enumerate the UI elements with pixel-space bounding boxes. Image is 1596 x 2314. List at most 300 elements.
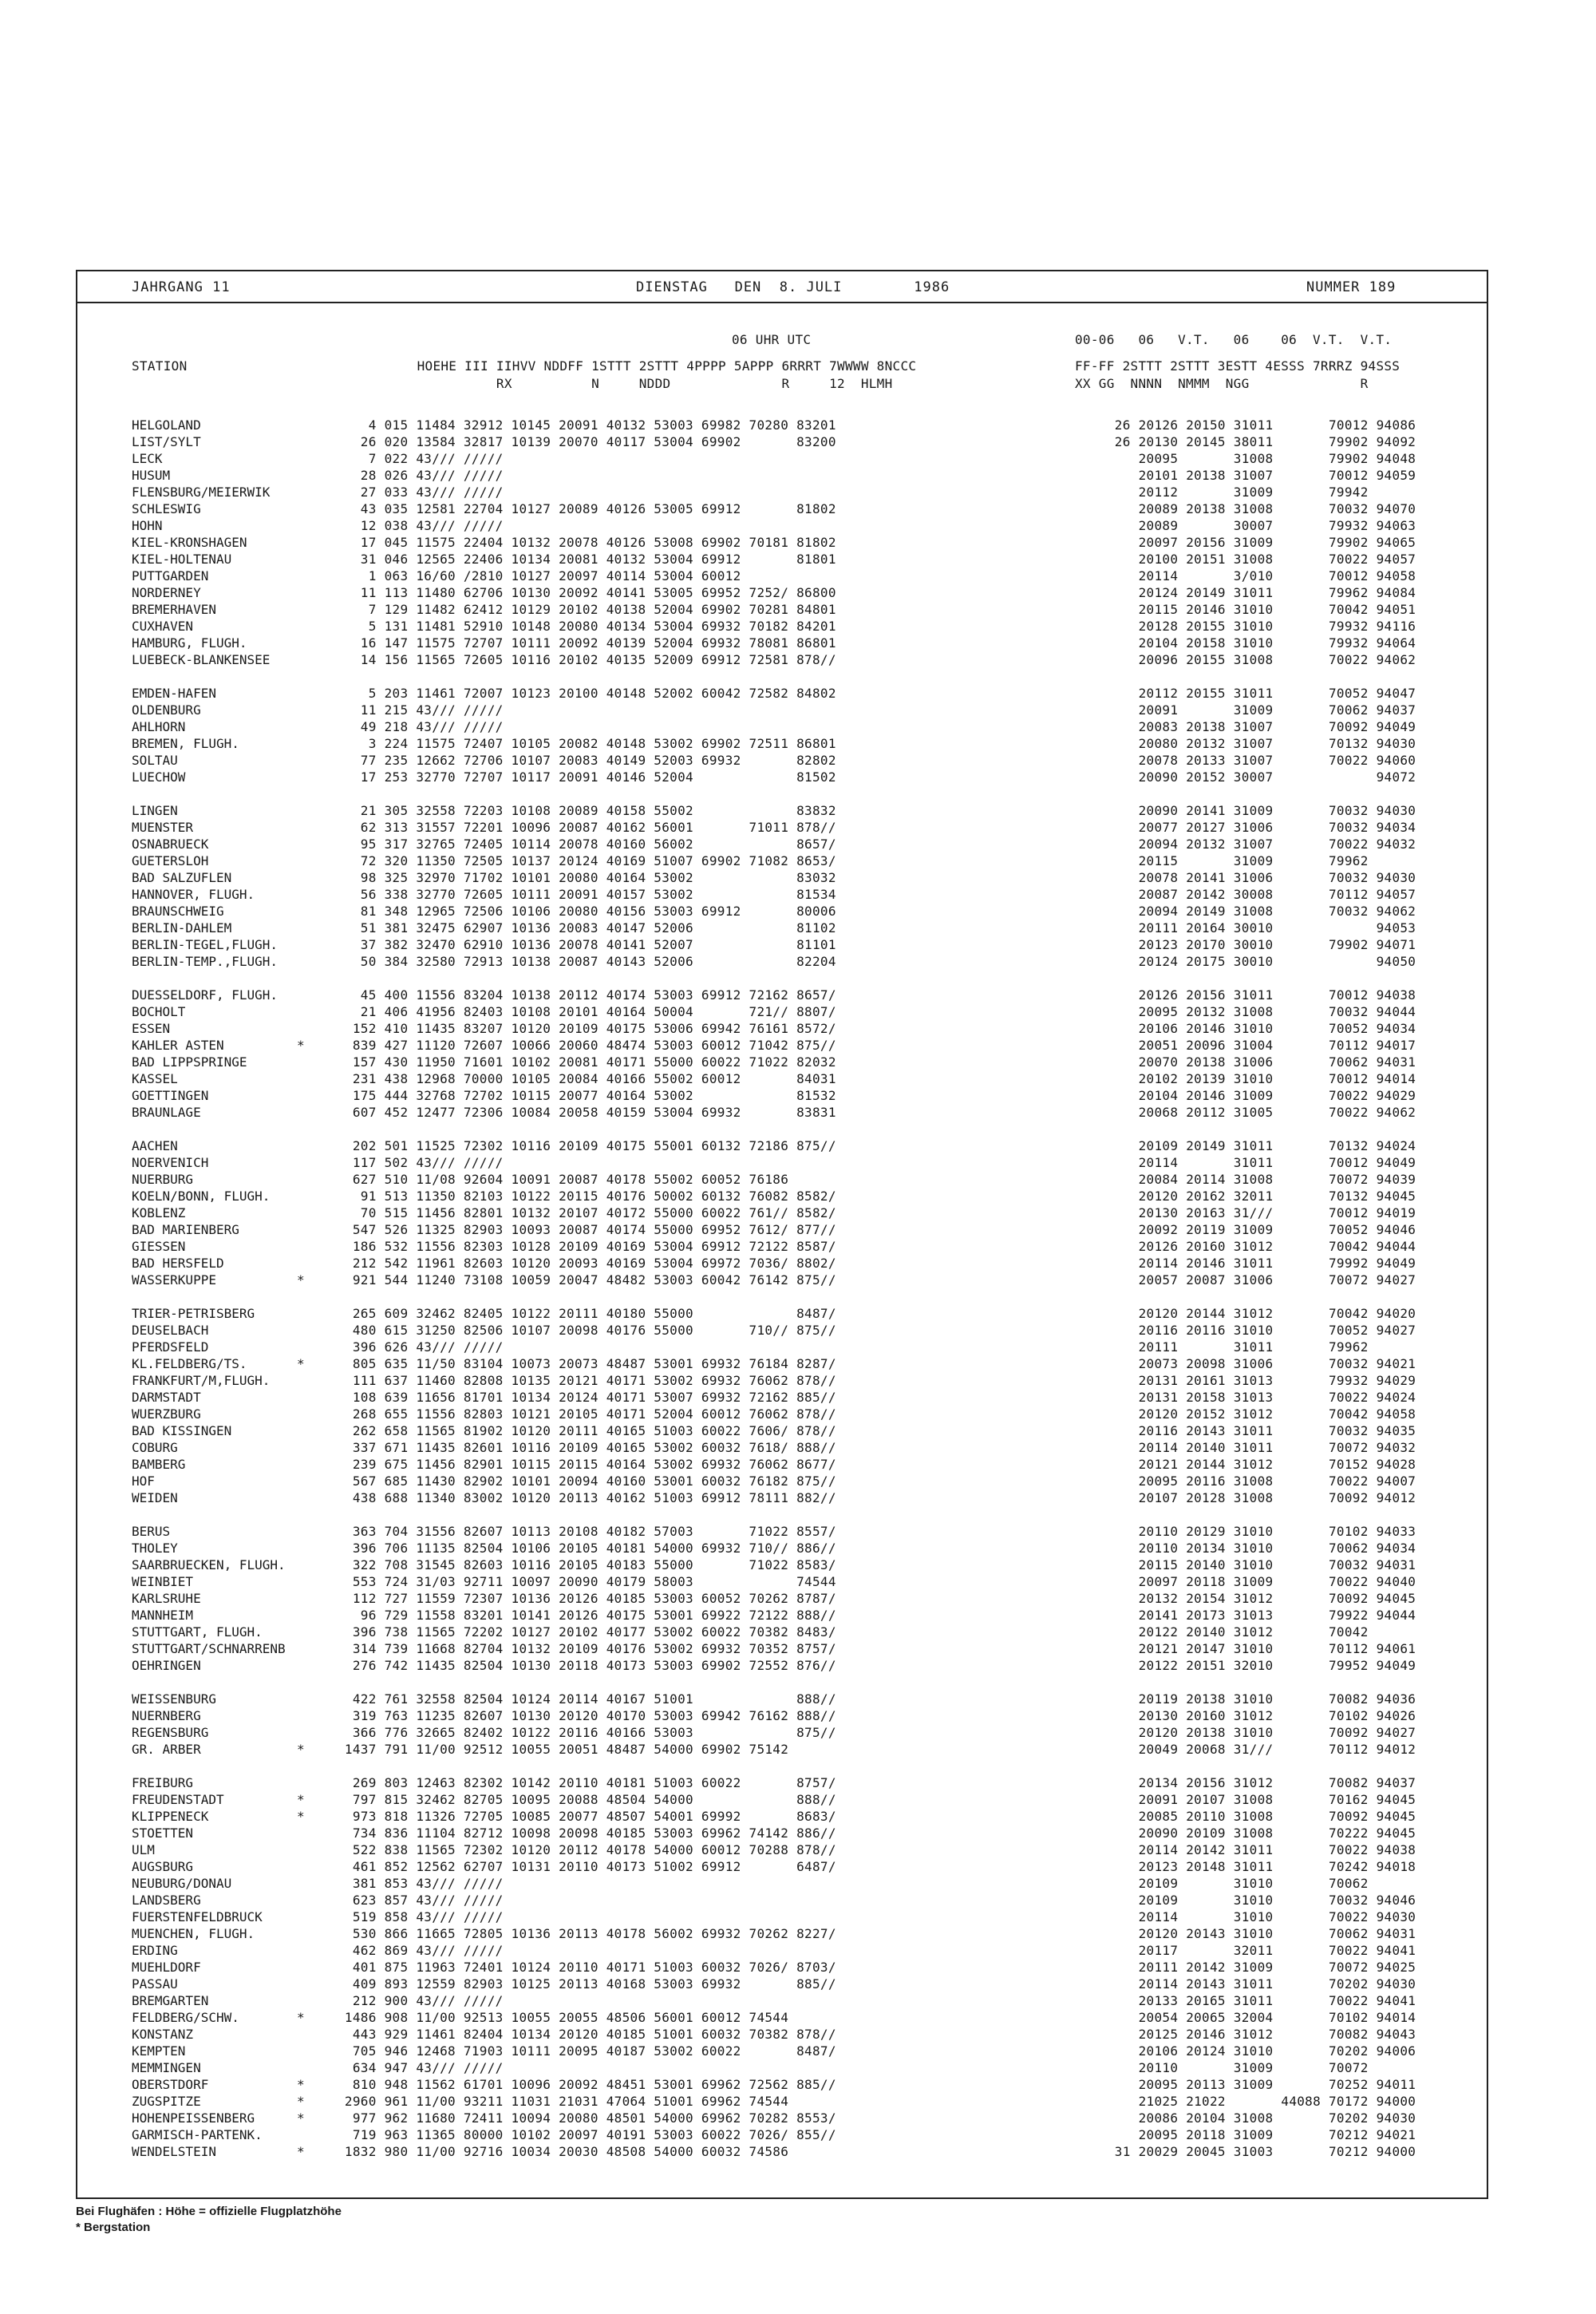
station-name: KIEL-KRONSHAGEN	[132, 535, 247, 550]
synop-data: 366 776 32665 82402 10122 20116 40166 53003 875//	[337, 1725, 836, 1740]
synop-data: 152 410 11435 83207 10120 20109 40175 53006 69942 76161 8572/	[337, 1021, 836, 1036]
station-name: DUESSELDORF, FLUGH.	[132, 987, 279, 1003]
station-row	[77, 869, 1487, 886]
daily-values: 20106 20124 31010 70202 94006	[1091, 2043, 1416, 2059]
station-name: GIESSEN	[132, 1239, 186, 1254]
station-name: KIEL-HOLTENAU	[132, 552, 232, 567]
issue-number: NUMMER 189	[1306, 279, 1396, 295]
station-name: AACHEN	[132, 1138, 178, 1153]
station-row	[77, 802, 1487, 819]
daily-values: 20114 3/010 70012 94058	[1091, 568, 1416, 583]
station-row	[77, 1825, 1487, 1841]
daily-values: 20123 20170 30010 79902 94071	[1091, 937, 1416, 952]
synop-data: 5 131 11481 52910 10148 20080 40134 53004 69932 70182 84201	[337, 619, 836, 634]
station-name: MANNHEIM	[132, 1608, 194, 1623]
synop-data: 111 637 11460 82808 10135 20121 40171 53002 69932 76062 878//	[337, 1373, 836, 1388]
daily-values: 20095 20132 31008 70032 94044	[1091, 1004, 1416, 1019]
station-name: HOHN	[132, 518, 163, 533]
synop-data: 268 655 11556 82803 10121 20105 40171 52004 60012 76062 878//	[337, 1406, 836, 1422]
synop-data: 11 113 11480 62706 10130 20092 40141 53005 69952 7252/ 86800	[337, 585, 836, 600]
station-name: NEUBURG/DONAU	[132, 1876, 232, 1891]
group-spacer	[77, 668, 1487, 685]
station-row	[77, 1707, 1487, 1724]
station-row	[77, 1389, 1487, 1406]
daily-values: 20095 31008 79902 94048	[1091, 451, 1416, 466]
daily-values: 20111 31011 79962	[1091, 1339, 1369, 1355]
station-name: HANNOVER, FLUGH.	[132, 887, 255, 902]
daily-values: 20141 20173 31013 79922 94044	[1091, 1608, 1416, 1623]
synop-data: 627 510 11/08 92604 10091 20087 40178 55002 60052 76186	[337, 1172, 789, 1187]
station-name: BOCHOLT	[132, 1004, 186, 1019]
synop-data: 262 658 11565 81902 10120 20111 40165 51003 60022 7606/ 878//	[337, 1423, 836, 1438]
synop-data: 16 147 11575 72707 10111 20092 40139 52004 69932 78081 86801	[337, 635, 836, 651]
station-row	[77, 2110, 1487, 2126]
station-name: GARMISCH-PARTENK.	[132, 2127, 263, 2142]
synop-data: 443 929 11461 82404 10134 20120 40185 51001 60032 70382 878//	[337, 2027, 836, 2042]
group-spacer	[77, 970, 1487, 987]
station-name: KAHLER ASTEN	[132, 1038, 224, 1053]
station-row	[77, 769, 1487, 785]
station-name: BERLIN-DAHLEM	[132, 920, 232, 935]
daily-values: 20049 20068 31/// 70112 94012	[1091, 1742, 1416, 1757]
synop-data: 409 893 12559 82903 10125 20113 40168 53003 69932 885//	[337, 1976, 836, 1992]
synop-data: 212 900 43/// /////	[337, 1993, 504, 2008]
synop-data: 5 203 11461 72007 10123 20100 40148 52002 60042 72582 84802	[337, 686, 836, 701]
daily-values: 20095 20113 31009 70252 94011	[1091, 2077, 1416, 2092]
synop-data: 72 320 11350 72505 10137 20124 40169 51007 69902 71082 8653/	[337, 853, 836, 868]
station-name: LANDSBERG	[132, 1893, 201, 1908]
station-name: LUEBECK-BLANKENSEE	[132, 652, 271, 667]
station-row	[77, 1607, 1487, 1624]
synop-data: 553 724 31/03 92711 10097 20090 40179 58003 74544	[337, 1574, 836, 1589]
daily-values: 20116 20143 31011 70032 94035	[1091, 1423, 1416, 1438]
station-row	[77, 836, 1487, 852]
station-name: BERLIN-TEGEL,FLUGH.	[132, 937, 279, 952]
daily-values: 20102 20139 31010 70012 94014	[1091, 1071, 1416, 1086]
station-name: NOERVENICH	[132, 1155, 209, 1170]
synop-data: 4 015 11484 32912 10145 20091 40132 53003 69982 70280 83201	[337, 417, 836, 433]
station-row	[77, 752, 1487, 769]
daily-values: 20077 20127 31006 70032 94034	[1091, 820, 1416, 835]
synop-data: 175 444 32768 72702 10115 20077 40164 53002 81532	[337, 1088, 836, 1103]
station-name: NUERBURG	[132, 1172, 194, 1187]
synop-data: 396 626 43/// /////	[337, 1339, 504, 1355]
station-row	[77, 1087, 1487, 1104]
daily-values: 20130 20160 31012 70102 94026	[1091, 1708, 1416, 1723]
station-row	[77, 685, 1487, 702]
daily-values: 20114 31010 70022 94030	[1091, 1909, 1416, 1924]
station-row	[77, 1858, 1487, 1875]
station-name: STOETTEN	[132, 1825, 194, 1841]
station-name: FRANKFURT/M,FLUGH.	[132, 1373, 271, 1388]
synop-data: 112 727 11559 72307 10136 20126 40185 53003 60052 70262 8787/	[337, 1591, 836, 1606]
daily-values: 20117 32011 70022 94041	[1091, 1943, 1416, 1958]
daily-values: 20110 31009 70072	[1091, 2060, 1369, 2075]
station-name: MUEHLDORF	[132, 1960, 201, 1975]
column-header-left-sub: RX N NDDD R 12 HLMH	[132, 376, 893, 391]
station-row	[77, 1489, 1487, 1506]
synop-data: 26 020 13584 32817 10139 20070 40117 53004 69902 83200	[337, 434, 836, 449]
station-name: BREMERHAVEN	[132, 602, 216, 617]
group-spacer	[77, 1674, 1487, 1691]
mountain-station-mark: *	[297, 2077, 305, 2092]
station-row	[77, 1741, 1487, 1758]
station-row	[77, 1724, 1487, 1741]
synop-data: 567 685 11430 82902 10101 20094 40160 53001 60032 76182 875//	[337, 1473, 836, 1489]
mountain-station-mark: *	[297, 1356, 305, 1371]
synop-data: 12 038 43/// /////	[337, 518, 504, 533]
station-name: STUTTGART, FLUGH.	[132, 1624, 263, 1640]
daily-values: 20120 20138 31010 70092 94027	[1091, 1725, 1416, 1740]
synop-data: 322 708 31545 82603 10116 20105 40183 55000 71022 8583/	[337, 1557, 836, 1572]
daily-values: 20051 20096 31004 70112 94017	[1091, 1038, 1416, 1053]
station-row	[77, 852, 1487, 869]
station-row	[77, 2076, 1487, 2093]
station-row	[77, 1657, 1487, 1674]
station-name: BRAUNLAGE	[132, 1105, 201, 1120]
station-row	[77, 903, 1487, 920]
synop-data: 337 671 11435 82601 10116 20109 40165 53002 60032 7618/ 888//	[337, 1440, 836, 1455]
report-date: DIENSTAG DEN 8. JULI 1986	[636, 279, 950, 295]
synop-data: 21 305 32558 72203 10108 20089 40158 55002 83832	[337, 803, 836, 818]
station-row	[77, 2009, 1487, 2026]
station-name: KONSTANZ	[132, 2027, 194, 2042]
station-row	[77, 1573, 1487, 1590]
synop-data: 461 852 12562 62707 10131 20110 40173 51002 69912 6487/	[337, 1859, 836, 1874]
station-row	[77, 936, 1487, 953]
station-name: KARLSRUHE	[132, 1591, 201, 1606]
station-name: LUECHOW	[132, 769, 186, 785]
station-name: GUETERSLOH	[132, 853, 209, 868]
daily-values: 20094 20132 31007 70022 94032	[1091, 837, 1416, 852]
synop-data: 422 761 32558 82504 10124 20114 40167 51001 888//	[337, 1691, 836, 1707]
station-name: PASSAU	[132, 1976, 178, 1992]
station-name: LECK	[132, 451, 163, 466]
station-row	[77, 1003, 1487, 1020]
daily-values: 20089 20138 31008 70032 94070	[1091, 501, 1416, 516]
synop-data: 56 338 32770 72605 10111 20091 40157 53002 81534	[337, 887, 836, 902]
station-row	[77, 1305, 1487, 1322]
station-name: GR. ARBER	[132, 1742, 201, 1757]
station-name: FREIBURG	[132, 1775, 194, 1790]
group-spacer	[77, 1506, 1487, 1523]
station-name: COBURG	[132, 1440, 178, 1455]
station-name: FREUDENSTADT	[132, 1792, 224, 1807]
station-name: MEMMINGEN	[132, 2060, 201, 2075]
station-row	[77, 417, 1487, 433]
synop-data: 231 438 12968 70000 10105 20084 40166 55002 60012 84031	[337, 1071, 836, 1086]
synop-data: 396 738 11565 72202 10127 20102 40177 53002 60022 70382 8483/	[337, 1624, 836, 1640]
station-name: KLIPPENECK	[132, 1809, 209, 1824]
station-row	[77, 1691, 1487, 1707]
station-row	[77, 1422, 1487, 1439]
synop-data: 705 946 12468 71903 10111 20095 40187 53002 60022 8487/	[337, 2043, 836, 2059]
daily-values: 20054 20065 32004 70102 94014	[1091, 2010, 1416, 2025]
station-name: BREMEN, FLUGH.	[132, 736, 239, 751]
station-name: KOELN/BONN, FLUGH.	[132, 1189, 271, 1204]
synop-data: 62 313 31557 72201 10096 20087 40162 56001 71011 878//	[337, 820, 836, 835]
daily-values: 20101 20138 31007 70012 94059	[1091, 468, 1416, 483]
daily-values: 20057 20087 31006 70072 94027	[1091, 1272, 1416, 1288]
header-divider	[77, 302, 1487, 303]
station-row	[77, 1640, 1487, 1657]
daily-values: 20120 20162 32011 70132 94045	[1091, 1189, 1416, 1204]
station-row	[77, 1339, 1487, 1355]
synop-data: 607 452 12477 72306 10084 20058 40159 53004 69932 83831	[337, 1105, 836, 1120]
daily-values: 20115 31009 79962	[1091, 853, 1369, 868]
daily-values: 20121 20147 31010 70112 94061	[1091, 1641, 1416, 1656]
synop-data: 839 427 11120 72607 10066 20060 48474 53003 60012 71042 875//	[337, 1038, 836, 1053]
daily-values: 20070 20138 31006 70062 94031	[1091, 1054, 1416, 1070]
synop-data: 95 317 32765 72405 10114 20078 40160 56002 8657/	[337, 837, 836, 852]
station-name: DARMSTADT	[132, 1390, 201, 1405]
daily-values: 21025 21022 44088 70172 94000	[1091, 2094, 1416, 2109]
synop-data: 1 063 16/60 /2810 10127 20097 40114 53004 60012	[337, 568, 741, 583]
synop-data: 28 026 43/// /////	[337, 468, 504, 483]
station-row	[77, 1070, 1487, 1087]
station-name: SOLTAU	[132, 753, 178, 768]
station-row	[77, 1020, 1487, 1037]
mountain-station-mark: *	[297, 1272, 305, 1288]
synop-data: 37 382 32470 62910 10136 20078 40141 52007 81101	[337, 937, 836, 952]
station-row	[77, 1406, 1487, 1422]
station-name: OLDENBURG	[132, 702, 201, 718]
report-frame	[76, 270, 1488, 2199]
daily-values: 20115 20146 31010 70042 94051	[1091, 602, 1416, 617]
synop-data: 797 815 32462 82705 10095 20088 48504 54000 888//	[337, 1792, 836, 1807]
synop-data: 239 675 11456 82901 10115 20115 40164 53002 69932 76062 8677/	[337, 1457, 836, 1472]
station-row	[77, 1238, 1487, 1255]
daily-values: 20112 31009 79942	[1091, 485, 1369, 500]
mountain-station-mark: *	[297, 1792, 305, 1807]
daily-values: 26 20130 20145 38011 79902 94092	[1091, 434, 1416, 449]
station-row	[77, 886, 1487, 903]
station-name: NUERNBERG	[132, 1708, 201, 1723]
station-row	[77, 735, 1487, 752]
station-name: WEIDEN	[132, 1490, 178, 1505]
daily-values: 20125 20146 31012 70082 94043	[1091, 2027, 1416, 2042]
daily-values: 20068 20112 31005 70022 94062	[1091, 1105, 1416, 1120]
synop-data: 43 035 12581 22704 10127 20089 40126 53005 69912 81802	[337, 501, 836, 516]
jahrgang: JAHRGANG 11	[132, 279, 231, 295]
synop-data: 202 501 11525 72302 10116 20109 40175 55001 60132 72186 875//	[337, 1138, 836, 1153]
daily-values: 20089 30007 79932 94063	[1091, 518, 1416, 533]
synop-data: 623 857 43/// /////	[337, 1893, 504, 1908]
daily-values: 20120 20144 31012 70042 94020	[1091, 1306, 1416, 1321]
mountain-station-mark: *	[297, 2094, 305, 2109]
synop-data: 31 046 12565 22406 10134 20081 40132 53004 69912 81801	[337, 552, 836, 567]
daily-values: 20130 20163 31/// 70012 94019	[1091, 1205, 1416, 1220]
synop-data: 810 948 11562 61701 10096 20092 48451 53001 69962 72562 885//	[337, 2077, 836, 2092]
station-name: REGENSBURG	[132, 1725, 209, 1740]
station-row	[77, 1054, 1487, 1070]
station-name: FELDBERG/SCHW.	[132, 2010, 239, 2025]
daily-values: 20083 20138 31007 70092 94049	[1091, 719, 1416, 734]
station-row	[77, 433, 1487, 450]
station-name: HUSUM	[132, 468, 171, 483]
synop-data: 401 875 11963 72401 10124 20110 40171 51003 60032 7026/ 8703/	[337, 1960, 836, 1975]
synop-data: 734 836 11104 82712 10098 20098 40185 53003 69962 74142 886//	[337, 1825, 836, 1841]
station-name: KOBLENZ	[132, 1205, 186, 1220]
station-row	[77, 1439, 1487, 1456]
station-name: WEISSENBURG	[132, 1691, 216, 1707]
daily-values: 20111 20142 31009 70072 94025	[1091, 1960, 1416, 1975]
station-row	[77, 1925, 1487, 1942]
station-row	[77, 517, 1487, 534]
daily-values: 20124 20175 30010 94050	[1091, 954, 1416, 969]
station-name: WENDELSTEIN	[132, 2144, 216, 2159]
station-row	[77, 1909, 1487, 1925]
daily-values: 20112 20155 31011 70052 94047	[1091, 686, 1416, 701]
synop-data: 212 542 11961 82603 10120 20093 40169 53004 69972 7036/ 8802/	[337, 1256, 836, 1271]
station-row	[77, 2143, 1487, 2160]
synop-data: 269 803 12463 82302 10142 20110 40181 51003 60022 8757/	[337, 1775, 836, 1790]
daily-values: 20084 20114 31008 70072 94039	[1091, 1172, 1416, 1187]
synop-data: 157 430 11950 71601 10102 20081 40171 55000 60022 71022 82032	[337, 1054, 836, 1070]
group-spacer	[77, 1758, 1487, 1774]
synop-data: 7 129 11482 62412 10129 20102 40138 52004 69902 70281 84801	[337, 602, 836, 617]
synop-data: 396 706 11135 82504 10106 20105 40181 54000 69932 710// 886//	[337, 1541, 836, 1556]
synop-data: 462 869 43/// /////	[337, 1943, 504, 1958]
station-row	[77, 1959, 1487, 1976]
station-name: AUGSBURG	[132, 1859, 194, 1874]
station-row	[77, 1624, 1487, 1640]
station-row	[77, 1322, 1487, 1339]
synop-data: 96 729 11558 83201 10141 20126 40175 53001 69922 72122 888//	[337, 1608, 836, 1623]
station-row	[77, 2126, 1487, 2143]
station-name: LIST/SYLT	[132, 434, 201, 449]
station-name: STUTTGART/SCHNARRENB	[132, 1641, 286, 1656]
synop-data: 108 639 11656 81701 10134 20124 40171 53007 69932 72162 885//	[337, 1390, 836, 1405]
column-header-right-sub: XX GG NNNN NMMM NGG R	[1075, 376, 1369, 391]
station-name: KL.FELDBERG/TS.	[132, 1356, 247, 1371]
station-name: BREMGARTEN	[132, 1993, 209, 2008]
station-name: ZUGSPITZE	[132, 2094, 201, 2109]
mountain-station-mark: *	[297, 1038, 305, 1053]
synop-data: 14 156 11565 72605 10116 20102 40135 52009 69912 72581 878//	[337, 652, 836, 667]
daily-values: 20115 20140 31010 70032 94031	[1091, 1557, 1416, 1572]
station-row	[77, 1992, 1487, 2009]
daily-values: 20104 20158 31010 79932 94064	[1091, 635, 1416, 651]
station-row	[77, 450, 1487, 467]
station-name: CUXHAVEN	[132, 619, 194, 634]
station-name: HOF	[132, 1473, 155, 1489]
station-row	[77, 1137, 1487, 1154]
station-name: BERUS	[132, 1524, 171, 1539]
station-name: NORDERNEY	[132, 585, 201, 600]
daily-values: 20122 20140 31012 70042	[1091, 1624, 1369, 1640]
column-header-right: FF-FF 2STTT 2STTT 3ESTT 4ESSS 7RRRZ 94SSS	[1075, 358, 1400, 374]
synop-data: 438 688 11340 83002 10120 20113 40162 51003 69912 78111 882//	[337, 1490, 836, 1505]
daily-values: 20109 31010 70032 94046	[1091, 1893, 1416, 1908]
mountain-station-mark: *	[297, 1742, 305, 1757]
daily-values: 20078 20141 31006 70032 94030	[1091, 870, 1416, 885]
synop-data: 1832 980 11/00 92716 10034 20030 48508 54000 60032 74586	[337, 2144, 789, 2159]
daily-values: 20116 20116 31010 70052 94027	[1091, 1323, 1416, 1338]
station-row	[77, 584, 1487, 601]
station-row	[77, 1892, 1487, 1909]
station-row	[77, 987, 1487, 1003]
station-row	[77, 1188, 1487, 1204]
station-name: BAMBERG	[132, 1457, 186, 1472]
synop-data: 51 381 32475 62907 10136 20083 40147 52006 81102	[337, 920, 836, 935]
synop-data: 276 742 11435 82504 10130 20118 40173 53003 69902 72552 876//	[337, 1658, 836, 1673]
synop-data: 1437 791 11/00 92512 10055 20051 48487 54000 69902 75142	[337, 1742, 789, 1757]
station-row	[77, 568, 1487, 584]
synop-data: 973 818 11326 72705 10085 20077 48507 54001 69992 8683/	[337, 1809, 836, 1824]
daily-values: 20086 20104 31008 70202 94030	[1091, 2110, 1416, 2126]
synop-data: 530 866 11665 72805 10136 20113 40178 56002 69932 70262 8227/	[337, 1926, 836, 1941]
synop-data: 27 033 43/// /////	[337, 485, 504, 500]
station-name: GOETTINGEN	[132, 1088, 209, 1103]
station-row	[77, 1841, 1487, 1858]
station-row	[77, 500, 1487, 517]
station-row	[77, 635, 1487, 651]
synop-data: 50 384 32580 72913 10138 20087 40143 52006 82204	[337, 954, 836, 969]
daily-values: 20096 20155 31008 70022 94062	[1091, 652, 1416, 667]
synop-data: 98 325 32970 71702 10101 20080 40164 53002 83032	[337, 870, 836, 885]
station-row	[77, 1774, 1487, 1791]
daily-values: 20123 20148 31011 70242 94018	[1091, 1859, 1416, 1874]
daily-values: 20119 20138 31010 70082 94036	[1091, 1691, 1416, 1707]
daily-values: 20080 20132 31007 70132 94030	[1091, 736, 1416, 751]
station-name: AHLHORN	[132, 719, 186, 734]
station-row	[77, 484, 1487, 500]
station-row	[77, 1523, 1487, 1540]
station-row	[77, 1272, 1487, 1288]
daily-values: 20122 20151 32010 79952 94049	[1091, 1658, 1416, 1673]
daily-values: 20109 20149 31011 70132 94024	[1091, 1138, 1416, 1153]
synop-data: 2960 961 11/00 93211 11031 21031 47064 51001 69962 74544	[337, 2094, 789, 2109]
mountain-station-mark: *	[297, 2110, 305, 2126]
station-row	[77, 1557, 1487, 1573]
synop-data: 363 704 31556 82607 10113 20108 40182 57003 71022 8557/	[337, 1524, 836, 1539]
synop-data: 186 532 11556 82303 10128 20109 40169 53004 69912 72122 8587/	[337, 1239, 836, 1254]
synop-data: 921 544 11240 73108 10059 20047 48482 53003 60042 76142 875//	[337, 1272, 836, 1288]
daily-values: 20111 20164 30010 94053	[1091, 920, 1416, 935]
synop-data: 480 615 31250 82506 10107 20098 40176 55000 710// 875//	[337, 1323, 836, 1338]
station-row	[77, 1355, 1487, 1372]
synop-data: 70 515 11456 82801 10132 20107 40172 55000 60022 761// 8582/	[337, 1205, 836, 1220]
daily-values: 20090 20141 31009 70032 94030	[1091, 803, 1416, 818]
station-name: OEHRINGEN	[132, 1658, 201, 1673]
station-name: KASSEL	[132, 1071, 178, 1086]
station-row	[77, 1255, 1487, 1272]
station-row	[77, 920, 1487, 936]
station-row	[77, 1221, 1487, 1238]
station-row	[77, 2059, 1487, 2076]
station-row	[77, 1473, 1487, 1489]
synop-data: 805 635 11/50 83104 10073 20073 48487 53001 69932 76184 8287/	[337, 1356, 836, 1371]
utc-title: 06 UHR UTC	[732, 332, 812, 347]
station-row	[77, 819, 1487, 836]
station-row	[77, 1456, 1487, 1473]
synop-data: 265 609 32462 82405 10122 20111 40180 55000 8487/	[337, 1306, 836, 1321]
station-name: DEUSELBACH	[132, 1323, 209, 1338]
station-name: WEINBIET	[132, 1574, 194, 1589]
group-spacer	[77, 1121, 1487, 1137]
daily-values: 20114 20146 31011 79992 94049	[1091, 1256, 1416, 1271]
station-table	[77, 417, 1487, 2160]
station-name: FUERSTENFELDBRUCK	[132, 1909, 263, 1924]
daily-values: 20091 20107 31008 70162 94045	[1091, 1792, 1416, 1807]
station-name: ESSEN	[132, 1021, 171, 1036]
daily-values: 20097 20156 31009 79902 94065	[1091, 535, 1416, 550]
synop-data: 21 406 41956 82403 10108 20101 40164 50004 721// 8807/	[337, 1004, 836, 1019]
daily-values: 20110 20129 31010 70102 94033	[1091, 1524, 1416, 1539]
station-name: MUENSTER	[132, 820, 194, 835]
station-row	[77, 1540, 1487, 1557]
